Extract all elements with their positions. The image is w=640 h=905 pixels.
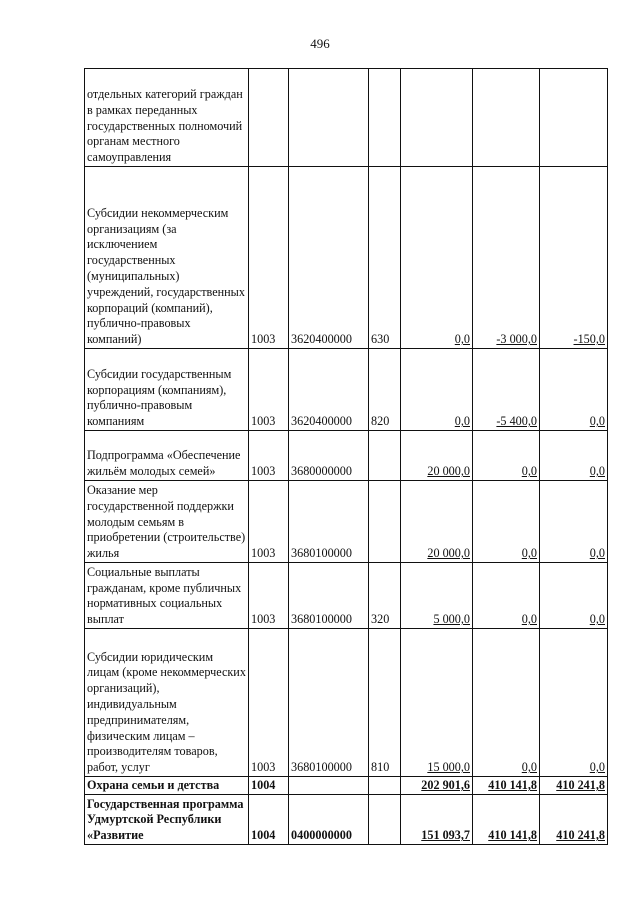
row-target-article: 3620400000 — [289, 349, 369, 431]
row-expense-type — [369, 795, 401, 845]
row-sum-1: 0,0 — [401, 349, 473, 431]
budget-table-body — [85, 69, 608, 845]
row-name: Социальные выплаты гражданам, кроме публичных нормативных социальных выплат — [85, 563, 249, 629]
row-expense-type: 320 — [369, 563, 401, 629]
row-sum-2: -3 000,0 — [473, 167, 540, 349]
row-sum-2 — [473, 69, 540, 167]
row-section-code: 1004 — [249, 795, 289, 845]
row-section-code: 1003 — [249, 563, 289, 629]
row-sum-3: 410 241,8 — [540, 777, 608, 795]
table-row — [85, 69, 608, 167]
row-sum-3: 0,0 — [540, 481, 608, 563]
row-expense-type — [369, 431, 401, 481]
row-target-article: 3680100000 — [289, 563, 369, 629]
row-target-article — [289, 777, 369, 795]
row-sum-1: 5 000,0 — [401, 563, 473, 629]
row-sum-3: 0,0 — [540, 563, 608, 629]
row-sum-3: 0,0 — [540, 629, 608, 777]
row-expense-type: 810 — [369, 629, 401, 777]
row-target-article — [289, 69, 369, 167]
row-sum-1: 151 093,7 — [401, 795, 473, 845]
row-section-code: 1003 — [249, 481, 289, 563]
row-section-code: 1003 — [249, 167, 289, 349]
row-target-article: 3680100000 — [289, 629, 369, 777]
row-target-article: 3680000000 — [289, 431, 369, 481]
row-sum-1: 15 000,0 — [401, 629, 473, 777]
page-number: 496 — [310, 36, 330, 51]
row-expense-type — [369, 777, 401, 795]
table-row — [85, 431, 608, 481]
row-expense-type — [369, 69, 401, 167]
row-target-article: 3680100000 — [289, 481, 369, 563]
row-sum-3: 0,0 — [540, 349, 608, 431]
row-section-code: 1003 — [249, 349, 289, 431]
row-target-article: 0400000000 — [289, 795, 369, 845]
budget-table — [84, 68, 608, 845]
table-row — [85, 349, 608, 431]
row-target-article: 3620400000 — [289, 167, 369, 349]
row-name: Субсидии государственным корпорациям (компаниям), публично-правовым компаниям — [85, 349, 249, 431]
table-row — [85, 777, 608, 795]
row-name: Государственная программа Удмуртской Республики «Развитие — [85, 795, 249, 845]
row-sum-2: 0,0 — [473, 481, 540, 563]
row-sum-2: 0,0 — [473, 431, 540, 481]
row-sum-1 — [401, 69, 473, 167]
row-sum-1: 20 000,0 — [401, 481, 473, 563]
row-section-code: 1003 — [249, 629, 289, 777]
row-sum-1: 0,0 — [401, 167, 473, 349]
row-expense-type: 820 — [369, 349, 401, 431]
row-name: Субсидии некоммерческим организациям (за исключением государственных (муниципальных) учреждений, государственных корпораций (компаний), публично-правовых компаний) — [85, 167, 249, 349]
table-row — [85, 481, 608, 563]
row-sum-3: 410 241,8 — [540, 795, 608, 845]
row-section-code — [249, 69, 289, 167]
row-expense-type: 630 — [369, 167, 401, 349]
row-name: Оказание мер государственной поддержки молодым семьям в приобретении (строительстве) жилья — [85, 481, 249, 563]
row-name: Охрана семьи и детства — [85, 777, 249, 795]
row-section-code: 1003 — [249, 431, 289, 481]
row-sum-3: -150,0 — [540, 167, 608, 349]
table-row — [85, 795, 608, 845]
row-name: отдельных категорий граждан в рамках переданных государственных полномочий органам местного самоуправления — [85, 69, 249, 167]
table-row — [85, 629, 608, 777]
table-row — [85, 167, 608, 349]
row-sum-2: 0,0 — [473, 629, 540, 777]
row-sum-1: 20 000,0 — [401, 431, 473, 481]
row-expense-type — [369, 481, 401, 563]
table-row — [85, 563, 608, 629]
row-name: Субсидии юридическим лицам (кроме некоммерческих организаций), индивидуальным предпринимателям, физическим лицам – производителям товаров, работ, услуг — [85, 629, 249, 777]
row-sum-3: 0,0 — [540, 431, 608, 481]
row-sum-2: 410 141,8 — [473, 777, 540, 795]
row-section-code: 1004 — [249, 777, 289, 795]
row-name: Подпрограмма «Обеспечение жильём молодых семей» — [85, 431, 249, 481]
row-sum-1: 202 901,6 — [401, 777, 473, 795]
row-sum-2: 0,0 — [473, 563, 540, 629]
row-sum-3 — [540, 69, 608, 167]
row-sum-2: 410 141,8 — [473, 795, 540, 845]
row-sum-2: -5 400,0 — [473, 349, 540, 431]
